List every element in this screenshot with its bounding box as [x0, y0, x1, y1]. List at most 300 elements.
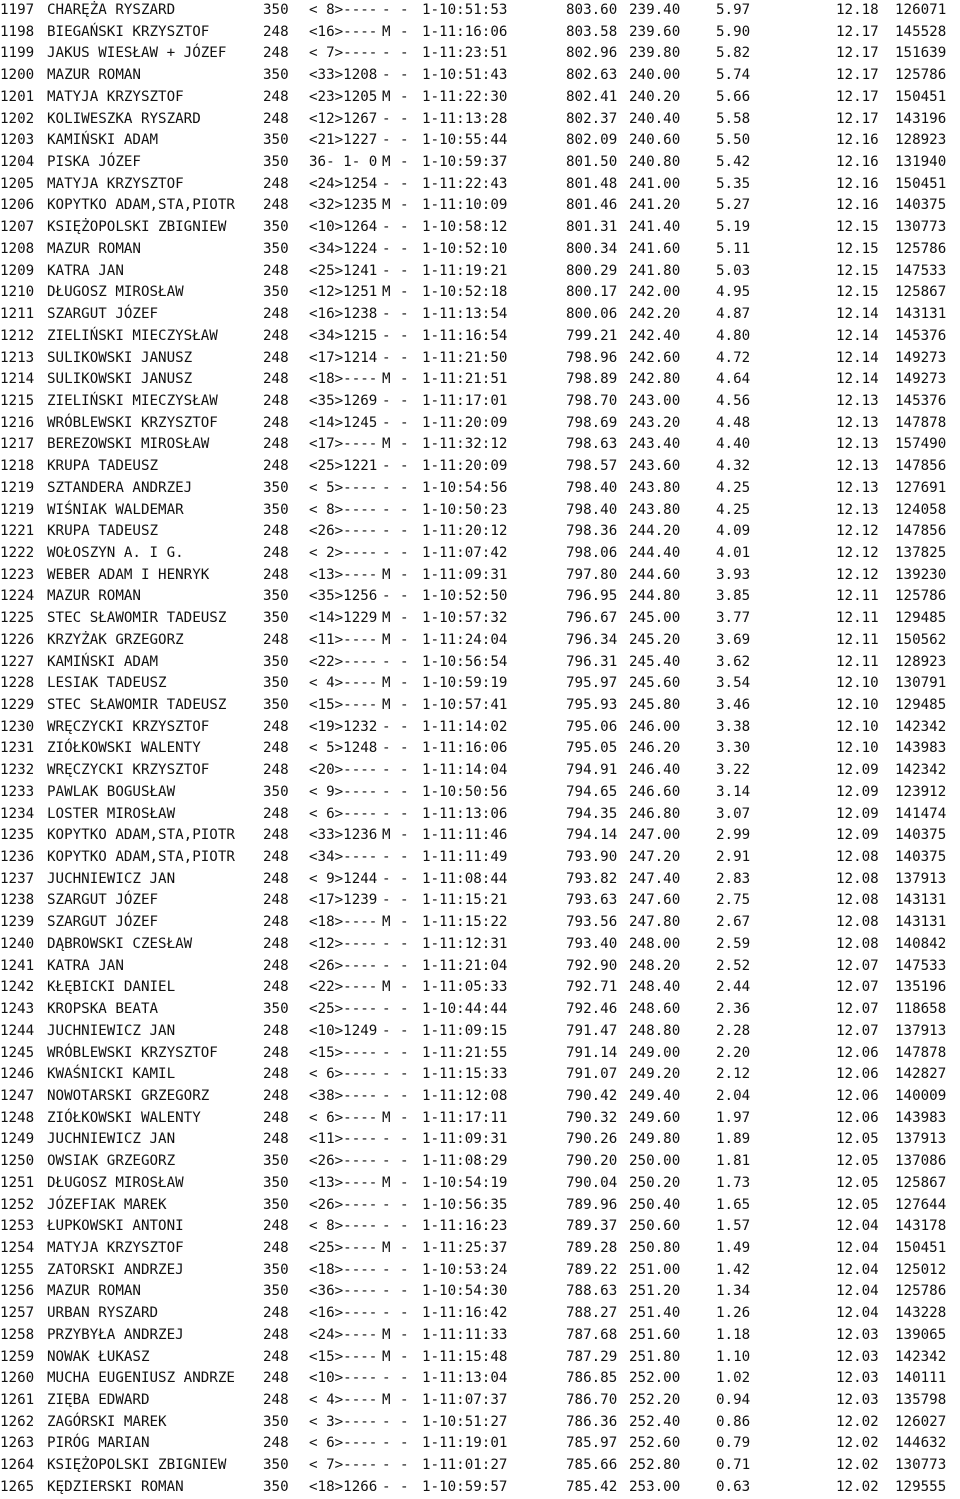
- arrival-time: 1-11:01:27: [422, 1457, 508, 1474]
- flag: -: [400, 935, 409, 952]
- speed-value: 787.68: [566, 1326, 618, 1343]
- speed-value: 788.63: [566, 1283, 618, 1300]
- place-number: 1219: [0, 479, 35, 496]
- fancier-id: 140009: [895, 1087, 947, 1104]
- section-code: 350: [263, 1153, 289, 1170]
- table-row: [0, 1043, 960, 1065]
- place-number: 1212: [0, 327, 35, 344]
- fancier-id: 147533: [895, 957, 947, 974]
- flag: -: [400, 392, 409, 409]
- arrival-time: 1-10:56:54: [422, 653, 508, 670]
- arrival-time: 1-11:08:29: [422, 1153, 508, 1170]
- arrival-time: 1-11:11:33: [422, 1326, 508, 1343]
- fancier-id: 137913: [895, 870, 947, 887]
- arrival-time: 1-11:19:21: [422, 262, 508, 279]
- distance-value: 12.04: [836, 1305, 879, 1322]
- fancier-id: 144632: [895, 1435, 947, 1452]
- distance-value: 12.17: [836, 45, 879, 62]
- fancier-name: KOPYTKO ADAM,STA,PIOTR: [47, 849, 235, 866]
- place-number: 1238: [0, 892, 35, 909]
- fancier-name: DŁUGOSZ MIROSŁAW: [47, 284, 184, 301]
- bird-sex: -: [382, 783, 391, 800]
- speed-value: 801.50: [566, 154, 618, 171]
- distance-value: 12.14: [836, 349, 879, 366]
- table-row: [0, 847, 960, 869]
- place-number: 1230: [0, 718, 35, 735]
- table-row: [0, 478, 960, 500]
- section-code: 248: [263, 1435, 289, 1452]
- coefficient-value: 248.40: [629, 979, 681, 996]
- section-code: 350: [263, 1261, 289, 1278]
- basket-code: <22>----: [309, 979, 378, 996]
- table-row: [0, 1108, 960, 1130]
- fancier-name: MAZUR ROMAN: [47, 1283, 141, 1300]
- points-value: 5.58: [716, 110, 751, 127]
- distance-value: 12.09: [836, 805, 879, 822]
- flag: -: [400, 284, 409, 301]
- place-number: 1197: [0, 2, 35, 18]
- place-number: 1217: [0, 436, 35, 453]
- speed-value: 798.70: [566, 392, 618, 409]
- coefficient-value: 243.00: [629, 392, 681, 409]
- points-value: 1.02: [716, 1370, 751, 1387]
- coefficient-value: 241.60: [629, 240, 681, 257]
- fancier-id: 143131: [895, 914, 947, 931]
- arrival-time: 1-10:57:41: [422, 697, 508, 713]
- table-row: [0, 543, 960, 565]
- points-value: 4.25: [716, 479, 751, 496]
- section-code: 350: [263, 132, 289, 149]
- arrival-time: 1-10:51:43: [422, 67, 508, 84]
- table-row: [0, 999, 960, 1021]
- fancier-name: WRÓBLEWSKI KRZYSZTOF: [47, 414, 218, 431]
- points-value: 3.77: [716, 610, 751, 627]
- speed-value: 793.82: [566, 870, 618, 887]
- coefficient-value: 247.80: [629, 914, 681, 931]
- table-row: [0, 43, 960, 65]
- place-number: 1231: [0, 740, 35, 757]
- coefficient-value: 248.60: [629, 1001, 681, 1018]
- table-row: [0, 1347, 960, 1369]
- arrival-time: 1-11:16:06: [422, 740, 508, 757]
- section-code: 248: [263, 566, 289, 583]
- table-row: [0, 0, 960, 22]
- fancier-name: WIŚNIAK WALDEMAR: [47, 501, 184, 518]
- fancier-id: 125786: [895, 67, 947, 84]
- section-code: 350: [263, 697, 289, 713]
- basket-code: <24>----: [309, 1326, 378, 1343]
- points-value: 3.93: [716, 566, 751, 583]
- coefficient-value: 246.40: [629, 762, 681, 779]
- speed-value: 800.06: [566, 306, 618, 323]
- distance-value: 12.05: [836, 1196, 879, 1213]
- basket-code: <14>1245: [309, 414, 378, 431]
- section-code: 350: [263, 1413, 289, 1430]
- bird-sex: -: [382, 1087, 391, 1104]
- place-number: 1261: [0, 1392, 35, 1408]
- basket-code: <15>----: [309, 1348, 378, 1365]
- fancier-name: BIEGAŃSKI KRZYSZTOF: [47, 23, 210, 40]
- fancier-name: WRĘCZYCKI KRZYSZTOF: [47, 762, 210, 779]
- basket-code: < 8>----: [309, 2, 378, 18]
- section-code: 248: [263, 762, 289, 779]
- speed-value: 794.91: [566, 762, 618, 779]
- speed-value: 796.31: [566, 653, 618, 670]
- place-number: 1251: [0, 1174, 35, 1191]
- basket-code: <36>----: [309, 1283, 378, 1300]
- table-row: [0, 500, 960, 522]
- flag: -: [400, 827, 409, 844]
- arrival-time: 1-11:21:04: [422, 957, 508, 974]
- bird-sex: -: [382, 1022, 391, 1039]
- basket-code: <16>----: [309, 1305, 378, 1322]
- bird-sex: -: [382, 1435, 391, 1452]
- basket-code: < 9>----: [309, 783, 378, 800]
- arrival-time: 1-10:59:19: [422, 675, 508, 692]
- place-number: 1233: [0, 783, 35, 800]
- fancier-id: 143228: [895, 1305, 947, 1322]
- coefficient-value: 252.80: [629, 1457, 681, 1474]
- section-code: 248: [263, 414, 289, 431]
- speed-value: 798.96: [566, 349, 618, 366]
- speed-value: 802.63: [566, 67, 618, 84]
- arrival-time: 1-11:08:44: [422, 870, 508, 887]
- speed-value: 794.14: [566, 827, 618, 844]
- fancier-name: SULIKOWSKI JANUSZ: [47, 349, 193, 366]
- bird-sex: -: [382, 870, 391, 887]
- place-number: 1211: [0, 306, 35, 323]
- basket-code: <17>1239: [309, 892, 378, 909]
- bird-sex: M: [382, 436, 391, 453]
- place-number: 1255: [0, 1261, 35, 1278]
- table-row: [0, 869, 960, 891]
- speed-value: 797.80: [566, 566, 618, 583]
- distance-value: 12.06: [836, 1066, 879, 1083]
- points-value: 4.56: [716, 392, 751, 409]
- flag: -: [400, 414, 409, 431]
- place-number: 1223: [0, 566, 35, 583]
- distance-value: 12.04: [836, 1283, 879, 1300]
- table-row: [0, 1086, 960, 1108]
- distance-value: 12.15: [836, 219, 879, 236]
- distance-value: 12.10: [836, 740, 879, 757]
- bird-sex: M: [382, 1326, 391, 1343]
- section-code: 248: [263, 827, 289, 844]
- bird-sex: M: [382, 610, 391, 627]
- place-number: 1244: [0, 1022, 35, 1039]
- points-value: 2.91: [716, 849, 751, 866]
- flag: -: [400, 154, 409, 171]
- speed-value: 796.34: [566, 631, 618, 648]
- speed-value: 789.22: [566, 1261, 618, 1278]
- coefficient-value: 241.00: [629, 175, 681, 192]
- points-value: 5.19: [716, 219, 751, 236]
- table-row: [0, 456, 960, 478]
- points-value: 2.28: [716, 1022, 751, 1039]
- distance-value: 12.06: [836, 1087, 879, 1104]
- bird-sex: -: [382, 349, 391, 366]
- coefficient-value: 244.80: [629, 588, 681, 605]
- speed-value: 787.29: [566, 1348, 618, 1365]
- distance-value: 12.15: [836, 284, 879, 301]
- bird-sex: -: [382, 1066, 391, 1083]
- place-number: 1227: [0, 653, 35, 670]
- arrival-time: 1-11:14:04: [422, 762, 508, 779]
- bird-sex: -: [382, 132, 391, 149]
- points-value: 1.26: [716, 1305, 751, 1322]
- bird-sex: M: [382, 914, 391, 931]
- place-number: 1199: [0, 45, 35, 62]
- arrival-time: 1-11:20:09: [422, 414, 508, 431]
- arrival-time: 1-10:58:12: [422, 219, 508, 236]
- arrival-time: 1-10:51:27: [422, 1413, 508, 1430]
- arrival-time: 1-11:16:06: [422, 23, 508, 40]
- points-value: 5.66: [716, 88, 751, 105]
- fancier-name: WOŁOSZYN A. I G.: [47, 544, 184, 561]
- place-number: 1265: [0, 1478, 35, 1495]
- basket-code: <11>----: [309, 631, 378, 648]
- arrival-time: 1-11:21:50: [422, 349, 508, 366]
- points-value: 2.99: [716, 827, 751, 844]
- distance-value: 12.05: [836, 1153, 879, 1170]
- arrival-time: 1-11:23:51: [422, 45, 508, 62]
- coefficient-value: 245.20: [629, 631, 681, 648]
- table-row: [0, 825, 960, 847]
- bird-sex: -: [382, 327, 391, 344]
- flag: -: [400, 957, 409, 974]
- arrival-time: 1-11:14:02: [422, 718, 508, 735]
- fancier-id: 140111: [895, 1370, 947, 1387]
- place-number: 1225: [0, 610, 35, 627]
- flag: -: [400, 1305, 409, 1322]
- points-value: 3.62: [716, 653, 751, 670]
- table-row: [0, 586, 960, 608]
- section-code: 248: [263, 1370, 289, 1387]
- arrival-time: 1-11:12:08: [422, 1087, 508, 1104]
- fancier-id: 143983: [895, 1109, 947, 1126]
- arrival-time: 1-11:09:31: [422, 566, 508, 583]
- coefficient-value: 244.40: [629, 544, 681, 561]
- arrival-time: 1-11:24:04: [422, 631, 508, 648]
- table-row: [0, 391, 960, 413]
- place-number: 1246: [0, 1066, 35, 1083]
- arrival-time: 1-11:13:04: [422, 1370, 508, 1387]
- flag: -: [400, 2, 409, 18]
- table-row: [0, 22, 960, 44]
- flag: -: [400, 1022, 409, 1039]
- section-code: 350: [263, 501, 289, 518]
- arrival-time: 1-11:20:09: [422, 458, 508, 475]
- arrival-time: 1-10:54:19: [422, 1174, 508, 1191]
- flag: -: [400, 566, 409, 583]
- distance-value: 12.08: [836, 935, 879, 952]
- distance-value: 12.08: [836, 892, 879, 909]
- table-row: [0, 934, 960, 956]
- fancier-name: URBAN RYSZARD: [47, 1305, 159, 1322]
- speed-value: 789.28: [566, 1239, 618, 1256]
- basket-code: <20>----: [309, 762, 378, 779]
- section-code: 248: [263, 1218, 289, 1235]
- speed-value: 792.71: [566, 979, 618, 996]
- basket-code: <11>----: [309, 1131, 378, 1148]
- speed-value: 793.63: [566, 892, 618, 909]
- fancier-name: JAKUS WIESŁAW + JÓZEF: [47, 45, 227, 62]
- basket-code: <12>----: [309, 935, 378, 952]
- arrival-time: 1-10:50:56: [422, 783, 508, 800]
- distance-value: 12.02: [836, 1457, 879, 1474]
- speed-value: 794.65: [566, 783, 618, 800]
- points-value: 2.12: [716, 1066, 751, 1083]
- coefficient-value: 245.40: [629, 653, 681, 670]
- flag: -: [400, 110, 409, 127]
- place-number: 1260: [0, 1370, 35, 1387]
- table-row: [0, 565, 960, 587]
- fancier-name: PRZYBYŁA ANDRZEJ: [47, 1326, 184, 1343]
- fancier-name: JUCHNIEWICZ JAN: [47, 870, 176, 887]
- fancier-id: 151639: [895, 45, 947, 62]
- speed-value: 795.05: [566, 740, 618, 757]
- bird-sex: -: [382, 219, 391, 236]
- fancier-id: 147878: [895, 1044, 947, 1061]
- fancier-name: KROPSKA BEATA: [47, 1001, 159, 1018]
- distance-value: 12.02: [836, 1435, 879, 1452]
- section-code: 248: [263, 1348, 289, 1365]
- arrival-time: 1-10:54:30: [422, 1283, 508, 1300]
- table-row: [0, 956, 960, 978]
- speed-value: 785.42: [566, 1478, 618, 1495]
- coefficient-value: 251.20: [629, 1283, 681, 1300]
- bird-sex: -: [382, 1153, 391, 1170]
- fancier-id: 147878: [895, 414, 947, 431]
- table-row: [0, 1390, 960, 1412]
- bird-sex: -: [382, 653, 391, 670]
- distance-value: 12.15: [836, 262, 879, 279]
- fancier-name: KOPYTKO ADAM,STA,PIOTR: [47, 827, 235, 844]
- place-number: 1219: [0, 501, 35, 518]
- points-value: 3.46: [716, 697, 751, 713]
- bird-sex: -: [382, 957, 391, 974]
- fancier-name: ZIĘBA EDWARD: [47, 1392, 150, 1408]
- flag: -: [400, 544, 409, 561]
- arrival-time: 1-11:16:42: [422, 1305, 508, 1322]
- points-value: 4.72: [716, 349, 751, 366]
- speed-value: 790.20: [566, 1153, 618, 1170]
- arrival-time: 1-10:52:10: [422, 240, 508, 257]
- fancier-name: KŁĘBICKI DANIEL: [47, 979, 176, 996]
- points-value: 5.90: [716, 23, 751, 40]
- fancier-id: 135196: [895, 979, 947, 996]
- arrival-time: 1-11:09:15: [422, 1022, 508, 1039]
- fancier-name: MATYJA KRZYSZTOF: [47, 88, 184, 105]
- coefficient-value: 251.60: [629, 1326, 681, 1343]
- points-value: 3.38: [716, 718, 751, 735]
- points-value: 5.82: [716, 45, 751, 62]
- section-code: 350: [263, 675, 289, 692]
- place-number: 1250: [0, 1153, 35, 1170]
- flag: -: [400, 631, 409, 648]
- fancier-id: 129485: [895, 610, 947, 627]
- table-row: [0, 912, 960, 934]
- distance-value: 12.16: [836, 132, 879, 149]
- fancier-name: NOWAK ŁUKASZ: [47, 1348, 150, 1365]
- points-value: 0.86: [716, 1413, 751, 1430]
- points-value: 3.22: [716, 762, 751, 779]
- flag: -: [400, 1478, 409, 1495]
- flag: -: [400, 45, 409, 62]
- fancier-id: 143196: [895, 110, 947, 127]
- flag: -: [400, 219, 409, 236]
- fancier-id: 145376: [895, 327, 947, 344]
- section-code: 248: [263, 544, 289, 561]
- basket-code: < 6>----: [309, 1109, 378, 1126]
- arrival-time: 1-10:55:44: [422, 132, 508, 149]
- fancier-name: OWSIAK GRZEGORZ: [47, 1153, 176, 1170]
- section-code: 350: [263, 1001, 289, 1018]
- fancier-id: 126071: [895, 2, 947, 18]
- basket-code: <26>----: [309, 957, 378, 974]
- fancier-id: 147533: [895, 262, 947, 279]
- points-value: 2.36: [716, 1001, 751, 1018]
- bird-sex: M: [382, 1174, 391, 1191]
- arrival-time: 1-10:50:23: [422, 501, 508, 518]
- points-value: 0.63: [716, 1478, 751, 1495]
- basket-code: < 6>----: [309, 805, 378, 822]
- speed-value: 802.41: [566, 88, 618, 105]
- speed-value: 801.31: [566, 219, 618, 236]
- fancier-name: SZARGUT JÓZEF: [47, 306, 159, 323]
- place-number: 1239: [0, 914, 35, 931]
- coefficient-value: 247.00: [629, 827, 681, 844]
- place-number: 1209: [0, 262, 35, 279]
- table-row: [0, 652, 960, 674]
- bird-sex: M: [382, 631, 391, 648]
- bird-sex: M: [382, 197, 391, 214]
- section-code: 248: [263, 110, 289, 127]
- table-row: [0, 1021, 960, 1043]
- basket-code: <15>----: [309, 1044, 378, 1061]
- distance-value: 12.16: [836, 197, 879, 214]
- bird-sex: -: [382, 1044, 391, 1061]
- distance-value: 12.13: [836, 501, 879, 518]
- basket-code: <23>1205: [309, 88, 378, 105]
- fancier-name: KSIĘŻOPOLSKI ZBIGNIEW: [47, 219, 227, 236]
- table-row: [0, 1129, 960, 1151]
- fancier-id: 140842: [895, 935, 947, 952]
- flag: -: [400, 1239, 409, 1256]
- arrival-time: 1-10:44:44: [422, 1001, 508, 1018]
- distance-value: 12.10: [836, 697, 879, 713]
- basket-code: <12>1251: [309, 284, 378, 301]
- flag: -: [400, 979, 409, 996]
- coefficient-value: 241.20: [629, 197, 681, 214]
- distance-value: 12.16: [836, 175, 879, 192]
- distance-value: 12.08: [836, 849, 879, 866]
- section-code: 248: [263, 1131, 289, 1148]
- fancier-name: SULIKOWSKI JANUSZ: [47, 371, 193, 388]
- fancier-name: ZIELIŃSKI MIECZYSŁAW: [47, 327, 218, 344]
- fancier-name: SZARGUT JÓZEF: [47, 892, 159, 909]
- distance-value: 12.13: [836, 479, 879, 496]
- coefficient-value: 243.60: [629, 458, 681, 475]
- basket-code: <10>1264: [309, 219, 378, 236]
- coefficient-value: 252.20: [629, 1392, 681, 1408]
- coefficient-value: 250.20: [629, 1174, 681, 1191]
- fancier-id: 128923: [895, 132, 947, 149]
- distance-value: 12.10: [836, 718, 879, 735]
- speed-value: 793.90: [566, 849, 618, 866]
- fancier-id: 125867: [895, 1174, 947, 1191]
- arrival-time: 1-11:07:42: [422, 544, 508, 561]
